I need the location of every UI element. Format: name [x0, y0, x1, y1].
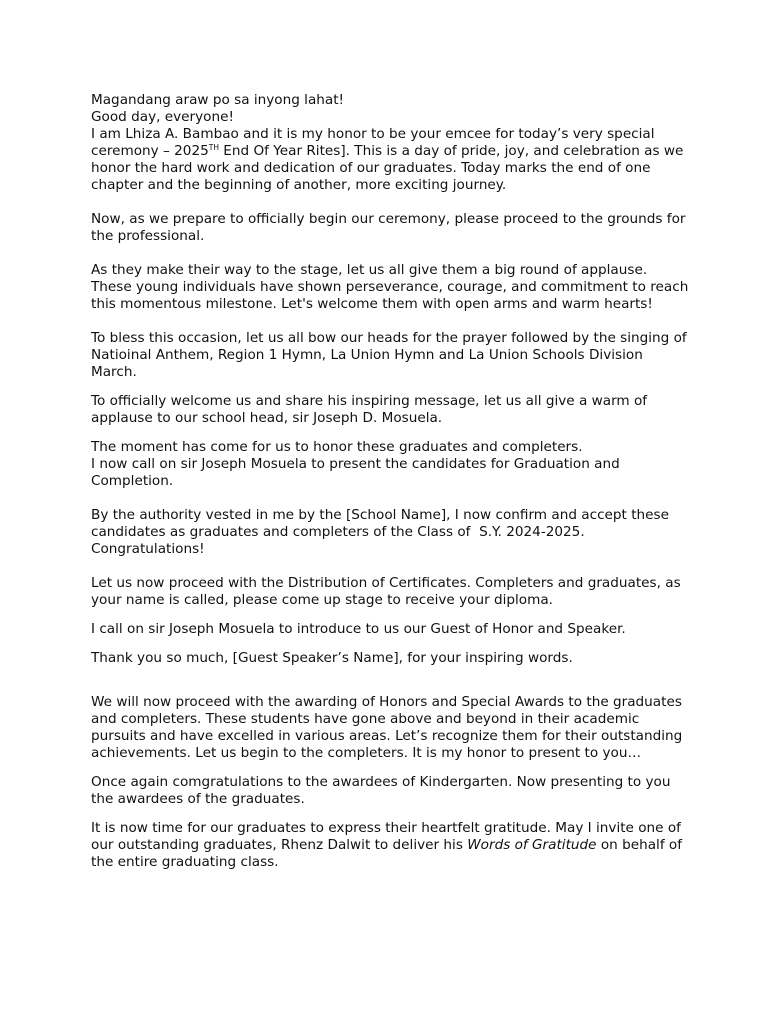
gratitude-emphasis: Words of Gratitude [467, 837, 597, 853]
thanks-paragraph: Thank you so much, [Guest Speaker’s Name], for your inspiring words. [91, 650, 573, 666]
welcome-paragraph: To officially welcome us and share his inspiring message, let us all give a warm of applause to our school head, sir Joseph D. Mosuela. [91, 393, 652, 426]
intro-text-start: I am Lhiza A. Bambao and it is my honor to be your emcee for today’s very special ceremony – 2025 [91, 126, 659, 159]
gratitude-paragraph [91, 820, 691, 871]
intro-paragraph [91, 126, 691, 194]
honor-moment-paragraph: The moment has come for us to honor these graduates and completers. [91, 439, 583, 455]
call-present-paragraph: I now call on sir Joseph Mosuela to present the candidates for Graduation and Completion. [91, 456, 625, 489]
gratitude-text-start: It is now time for our graduates to express their heartfelt gratitude. May I invite one of our outstanding graduates, Rhenz Dalwit to deliver his [91, 820, 686, 853]
kinder-paragraph: Once again comgratulations to the awardees of Kindergarten. Now presenting to you the awardees of the graduates. [91, 774, 675, 807]
greeting-tagalog: Magandang araw po sa inyong lahat! [91, 92, 344, 108]
proceed-paragraph: Now, as we prepare to officially begin our ceremony, please proceed to the grounds for the professional. [91, 211, 690, 244]
gratitude-text-end: on behalf of the entire graduating class. [91, 837, 687, 870]
applause-paragraph: As they make their way to the stage, let us all give them a big round of applause. These young individuals have shown perseverance, courage, and commitment to reach this momentous milestone. Let's welcome them with open arms and warm hearts! [91, 262, 693, 312]
intro-superscript: TH [208, 143, 219, 152]
guest-intro-paragraph: I call on sir Joseph Mosuela to introduce to us our Guest of Honor and Speaker. [91, 621, 626, 637]
certificates-paragraph: Let us now proceed with the Distribution of Certificates. Completers and graduates, as your name is called, please come up stage to receive your diploma. [91, 575, 685, 608]
greeting-english: Good day, everyone! [91, 109, 234, 125]
authority-paragraph: By the authority vested in me by the [School Name], I now confirm and accept these candidates as graduates and completers of the Class of S.Y. 2024-2025. Congratulations! [91, 507, 674, 557]
honors-paragraph: We will now proceed with the awarding of Honors and Special Awards to the graduates and completers. These students have gone above and beyond in their academic pursuits and have excelled in various areas. Let’s recognize them for their outstanding achievements. Let us begin to the completers. It is my honor to present to you… [91, 694, 687, 761]
prayer-paragraph: To bless this occasion, let us all bow our heads for the prayer followed by the singing of Natioinal Anthem, Region 1 Hymn, La Union Hymn and La Union Schools Division March. [91, 330, 692, 380]
intro-text-end: End Of Year Rites]. This is a day of pride, joy, and celebration as we honor the hard work and dedication of our graduates. Today marks the end of one chapter and the beginning of another, more exciting journey. [91, 143, 688, 193]
document-page [91, 92, 691, 871]
